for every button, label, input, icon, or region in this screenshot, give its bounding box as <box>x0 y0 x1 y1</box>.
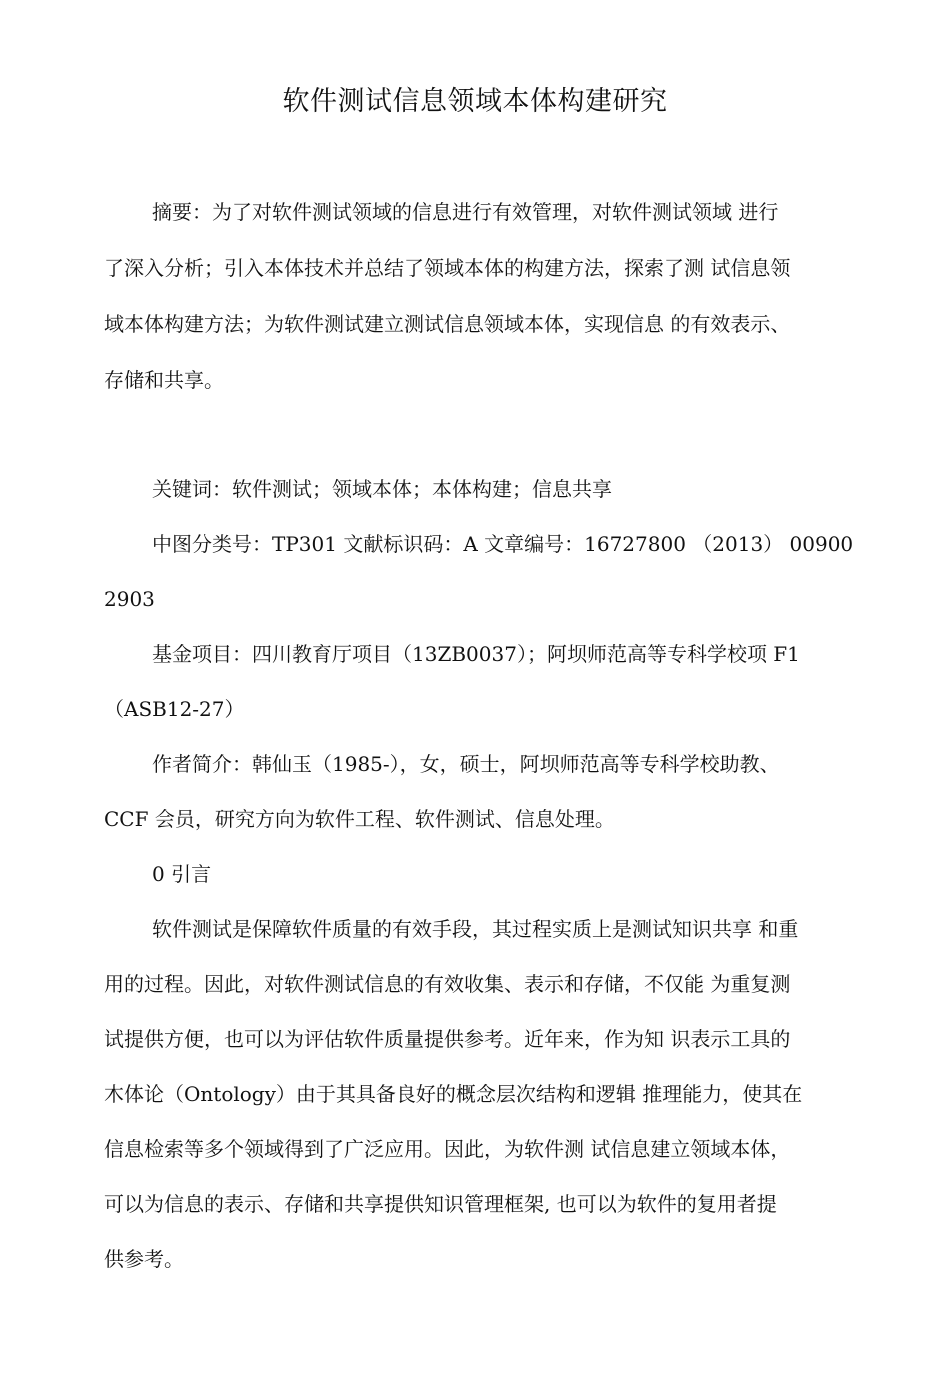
intro-line-4: 木体论（Ontology）由于其具备良好的概念层次结构和逻辑 推理能力，使其在 <box>104 1082 803 1106</box>
author-line-1: 作者简介：韩仙玉（1985-），女，硕士，阿坝师范高等专科学校助教、 <box>152 752 780 776</box>
abstract-line-2: 了深入分析；引入本体技术并总结了领域本体的构建方法，探索了测 试信息领 <box>104 256 791 280</box>
fund-line-1: 基金项目：四川教育厅项目（13ZB0037）；阿坝师范高等专科学校项 F1 <box>152 642 800 666</box>
document-title: 软件测试信息领域本体构建研究 <box>282 86 668 117</box>
author-line-2: CCF 会员，研究方向为软件工程、软件测试、信息处理。 <box>104 807 615 831</box>
intro-line-3: 试提供方便，也可以为评估软件质量提供参考。近年来，作为知 识表示工具的 <box>104 1027 791 1051</box>
intro-line-1: 软件测试是保障软件质量的有效手段，其过程实质上是测试知识共享 和重 <box>152 917 799 941</box>
intro-line-6: 可以为信息的表示、存储和共享提供知识管理框架, 也可以为软件的复用者提 <box>104 1192 777 1216</box>
keywords-line: 关键词：软件测试；领域本体；本体构建；信息共享 <box>152 477 612 501</box>
intro-line-5: 信息检索等多个领域得到了广泛应用。因此，为软件测 试信息建立领域本体， <box>104 1137 791 1161</box>
fund-line-2: （ASB12-27） <box>104 697 245 721</box>
intro-line-2: 用的过程。因此，对软件测试信息的有效收集、表示和存储，不仅能 为重复测 <box>104 972 791 996</box>
abstract-line-1: 摘要：为了对软件测试领域的信息进行有效管理，对软件测试领域 进行 <box>152 200 779 224</box>
section-heading: 0 引言 <box>152 862 212 886</box>
abstract-line-3: 域本体构建方法；为软件测试建立测试信息领域本体，实现信息 的有效表示、 <box>104 312 791 336</box>
classification-line-1: 中图分类号：TP301 文献标识码：A 文章编号：16727800 （2013） 00900 <box>152 532 854 556</box>
classification-line-2: 2903 <box>104 587 155 611</box>
abstract-line-4: 存储和共享。 <box>104 368 224 392</box>
intro-line-7: 供参考。 <box>104 1247 184 1271</box>
